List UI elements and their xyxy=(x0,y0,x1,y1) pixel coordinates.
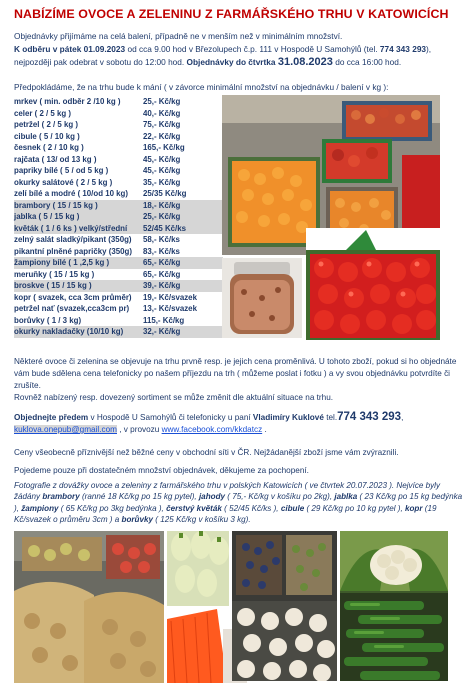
product-price: 45,- Kč/kg xyxy=(143,154,181,164)
product-name: jablka ( 5 / 15 kg ) xyxy=(14,212,80,221)
product-price: 83,- Kč/ks xyxy=(143,246,180,256)
photo-cauliflower-cucumbers xyxy=(340,531,448,681)
price-row xyxy=(14,200,223,212)
intro-line-3: nejpozději pak odebrat v sobotu do 12:00 hod. Objednávky do čtvrtka 31.08.2023 do cca 16:00 hod. xyxy=(14,55,402,68)
product-name: brambory ( 15 / 15 kg ) xyxy=(14,200,98,210)
product-price: 25,- Kč/kg xyxy=(143,212,181,221)
contact-person: Vladimíry Kuklové xyxy=(252,413,324,422)
product-price: 18,- Kč/kg xyxy=(143,200,181,210)
email-link[interactable]: kuklova.onepub@gmail.com xyxy=(14,425,117,434)
price-row xyxy=(14,188,223,200)
product-price: 19,- Kč/svazek xyxy=(143,292,197,302)
product-price: 39,- Kč/kg xyxy=(143,281,181,290)
order-phone: 774 343 293 xyxy=(337,411,402,423)
price-row xyxy=(14,246,223,258)
product-name: papriky bílé ( 5 / od 5 kg ) xyxy=(14,166,109,175)
price-row xyxy=(14,142,223,154)
price-row xyxy=(14,315,223,327)
product-name: celer ( 2 / 5 kg ) xyxy=(14,108,72,118)
product-name: zelný salát sladký/pikant (350g) xyxy=(14,235,132,244)
minimum-orders-note: Pojedeme pouze při dostatečném množství objednávek, děkujeme za pochopení. xyxy=(14,466,309,475)
product-price: 22,- Kč/kg xyxy=(143,131,181,141)
product-price: 13,- Kč/svazek xyxy=(143,304,197,313)
product-name: petržel ( 2 / 5 kg ) xyxy=(14,120,79,129)
deadline-date: 31.08.2023 xyxy=(277,55,333,68)
intro-line-2: K odběru v pátek 01.09.2023 od cca 9.00 hod v Březolupech č.p. 111 v Hospodě U Samohýlů (tel. 774 343 293), xyxy=(14,43,432,54)
product-price: 165,- Kč/kg xyxy=(143,143,185,152)
price-row xyxy=(14,108,223,120)
photo-peppers xyxy=(167,531,229,606)
price-row xyxy=(14,269,223,281)
price-row xyxy=(14,131,223,143)
product-name: borůvky ( 1 / 3 kg) xyxy=(14,315,82,325)
product-price: 75,- Kč/kg xyxy=(143,120,181,129)
price-row xyxy=(14,303,223,315)
product-name: květák ( 1 / 6 ks ) velký/střední xyxy=(14,223,128,233)
product-price: 45,- Kč/kg xyxy=(143,166,181,175)
price-row xyxy=(14,154,223,166)
product-price: 25,- Kč/kg xyxy=(143,97,181,106)
photo-potatoes-apples xyxy=(14,531,164,683)
product-name: broskve ( 15 / 15 kg ) xyxy=(14,281,92,290)
product-price: 52/45 Kč/ks xyxy=(143,223,186,233)
product-name: cibule ( 5 / 10 kg ) xyxy=(14,131,80,141)
price-row xyxy=(14,223,223,235)
order-info: Objednejte předem v Hospodě U Samohýlů či telefonicky u paní Vladimíry Kuklové tel.774 343 293, kuklova.onepub@gmail.com , v provozu www.facebook.com/kkdatcz . xyxy=(14,411,404,434)
product-name: meruňky ( 15 / 15 kg ) xyxy=(14,269,95,279)
pickup-label: K odběru v pátek 01.09.2023 xyxy=(14,43,126,54)
price-row xyxy=(14,280,223,292)
photo-tomatoes xyxy=(306,228,440,340)
product-price: 32,- Kč/kg xyxy=(143,327,181,336)
product-name: pikantní plněné papričky (350g) xyxy=(14,246,132,256)
deadline-label: Objednávky do čtvrtka xyxy=(186,56,278,67)
product-price: 58,- Kč/ks xyxy=(143,235,180,244)
product-name: okurky nakladačky (10/10 kg) xyxy=(14,327,124,336)
product-name: žampiony bílé ( 1 ,2,5 kg ) xyxy=(14,258,110,267)
product-name: rajčata ( 13/ od 13 kg ) xyxy=(14,154,97,164)
price-row xyxy=(14,96,223,108)
order-label: Objednejte předem xyxy=(14,413,89,422)
price-row xyxy=(14,211,223,223)
product-name: petržel nať (svazek,cca3cm pr) xyxy=(14,304,130,313)
price-row xyxy=(14,119,223,131)
price-row xyxy=(14,234,223,246)
product-name: česnek ( 2 / 10 kg ) xyxy=(14,143,84,152)
photo-caption: Fotografie z dovážky ovoce a zeleniny z farmářského trhu v polských Katowicích ( ve čtvrtek 20.07.2023 ). Nejvíce byly žádány brambory (ranné 18 Kč/kg po 15 kg pytel), jahody ( 75,- Kč/kg v košíku po 2kg), jablka ( 23 Kč/kg po 15 kg bedýnka ), žampiony ( 65 Kč/kg po 3kg bedýnka ), čerstvý květák ( 52/45 Kč/ks ), cibule ( 29 Kč/kg po 10 kg pytel ), kopr (19 Kč/svazek o průměru 3cm ) a borůvky ( 125 Kč/kg v košíku 3 kg). xyxy=(14,481,463,524)
facebook-link[interactable]: www.facebook.com/kkdatcz xyxy=(161,425,263,434)
product-name: kopr ( svazek, cca 3cm průměr) xyxy=(14,292,132,302)
prices-note: Ceny všeobecně příznivější než běžné ceny v obchodní síti v ČR. Nejžádanější zboží jsme vám zvýraznili. xyxy=(14,448,399,457)
price-row xyxy=(14,292,223,304)
product-price: 65,- Kč/kg xyxy=(143,269,181,279)
product-price: 115,- Kč/kg xyxy=(143,315,185,325)
price-row xyxy=(14,165,223,177)
pickup-phone: 774 343 293 xyxy=(379,43,427,54)
price-row xyxy=(14,326,223,338)
product-name: zelí bílé a modré ( 10/od 10 kg) xyxy=(14,189,129,198)
product-name: okurky salátové ( 2 / 5 kg ) xyxy=(14,177,113,187)
product-price: 65,- Kč/kg xyxy=(143,258,181,267)
intro-text xyxy=(14,30,466,68)
price-row xyxy=(14,177,223,189)
product-price: 40,- Kč/kg xyxy=(143,108,181,118)
page-title: NABÍZÍME OVOCE A ZELENINU Z FARMÁŘSKÉHO TRHU V KATOWICÍCH xyxy=(14,7,449,21)
price-list-intro: Předpokládáme, že na trhu bude k mání ( v závorce minimální množství na objednávku / balení v kg ): xyxy=(14,82,389,92)
photo-mushrooms-blueberries xyxy=(232,531,337,681)
price-row xyxy=(14,257,223,269)
photo-salad-jar xyxy=(222,258,302,338)
product-price: 25/35 Kč/kg xyxy=(143,189,187,198)
product-price: 35,- Kč/kg xyxy=(143,177,181,187)
price-list xyxy=(14,96,223,338)
product-name: mrkev ( min. odběr 2 /10 kg ) xyxy=(14,97,121,106)
intro-line-1: Objednávky přijímáme na celá balení, případně ne v menším než v minimálním množství. xyxy=(14,31,343,41)
seasonal-note: Některé ovoce či zelenina se objevuje na trhu prvně resp. je jejich cena proměnlivá. U tohoto zboží, pokud si ho objednáte vám bude sdělena cena telefonicky po našem příjezdu na trh ( můžeme poslat i fotku ) a vy svou objednávku potvrdíte či zrušíte. Rovněž nabízený resp. dovezený sortiment se může změnit dle aktuální situace na trhu. xyxy=(14,357,457,402)
